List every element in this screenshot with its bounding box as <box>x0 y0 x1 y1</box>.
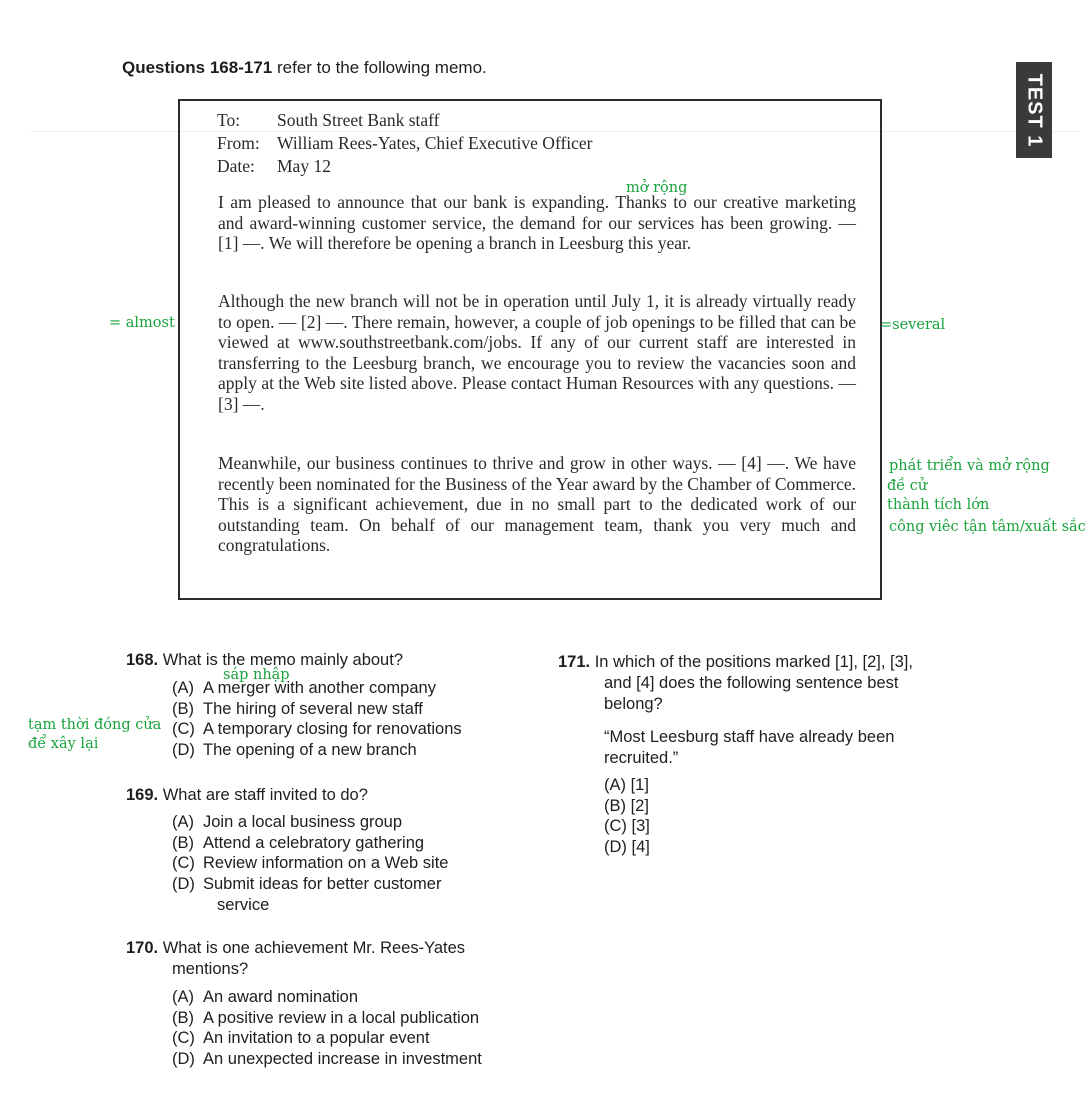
question-170 <box>126 938 546 980</box>
answer-option[interactable]: (D) An unexpected increase in investment <box>172 1050 482 1069</box>
answer-option-continuation: service <box>217 895 270 914</box>
answer-option[interactable]: (C) An invitation to a popular event <box>172 1029 430 1048</box>
memo-date <box>217 156 331 177</box>
memo-date-value: May 12 <box>277 156 331 176</box>
memo-from-value: William Rees-Yates, Chief Executive Officer <box>277 133 593 153</box>
question-168-options <box>172 678 462 761</box>
annotation-closing-2: để xây lại <box>28 736 99 752</box>
question-text-continued: belong? <box>604 695 663 713</box>
question-text: What is one achievement Mr. Rees-Yates <box>162 939 466 957</box>
question-number: 168. <box>126 651 159 669</box>
question-text: In which of the positions marked [1], [2], [3], <box>594 653 913 671</box>
question-text-continued: mentions? <box>172 960 249 978</box>
annotation-nominated: đề cử <box>887 478 928 494</box>
answer-option[interactable]: (A) [1] <box>604 776 649 794</box>
annotation-achievement: thành tích lớn <box>887 497 990 513</box>
quote-line: “Most Leesburg staff have already been <box>604 728 895 746</box>
annotation-dedicated: công viêc tận tâm/xuất sắc <box>889 519 1086 535</box>
annotation-almost: = almost <box>109 315 175 331</box>
memo-from-label: From: <box>217 133 260 153</box>
answer-option[interactable]: (B) The hiring of several new staff <box>172 699 423 718</box>
question-number: 169. <box>126 786 159 804</box>
memo-date-label: Date: <box>217 156 255 176</box>
answer-option[interactable]: (D) [4] <box>604 838 650 857</box>
question-text-continued: and [4] does the following sentence best <box>604 674 899 692</box>
answer-option[interactable]: (C) A temporary closing for renovations <box>172 720 462 739</box>
question-text: What is the memo mainly about? <box>162 651 403 669</box>
answer-option[interactable]: (A) A merger with another company <box>172 679 436 697</box>
heading-text: refer to the following memo. <box>276 58 487 77</box>
question-171-quote <box>604 727 984 769</box>
answer-option[interactable]: (B) Attend a celebratory gathering <box>172 833 425 852</box>
question-171-options <box>604 775 650 858</box>
answer-option[interactable]: (C) [3] <box>604 817 650 836</box>
quote-line: recruited.” <box>604 749 679 767</box>
question-range: Questions 168-171 <box>122 58 273 77</box>
question-168 <box>126 650 403 671</box>
answer-option[interactable]: (D) Submit ideas for better customer <box>172 875 442 894</box>
question-171 <box>558 652 978 715</box>
answer-option[interactable]: (D) The opening of a new branch <box>172 741 417 760</box>
memo-from <box>217 133 593 154</box>
memo-to <box>217 110 440 131</box>
memo-paragraph-2: Although the new branch will not be in operation until July 1, it is already virtually ready to open. — [2] —. There remain, however, a couple of job openings to be filled that can be viewed at www.southstreetbank.com/jobs. If any of our current staff are interested in transferring to the Leesburg branch, we encourage you to review the vacancies soon and apply at the Web site listed above. Please contact Human Resources with any questions. — [3] —. <box>218 291 856 414</box>
test-tab <box>1016 62 1052 158</box>
annotation-closing-1: tạm thời đóng cửa <box>28 717 162 733</box>
test-tab-label: TEST 1 <box>1023 73 1046 147</box>
annotation-thrive: phát triển và mở rộng <box>889 458 1050 474</box>
memo-paragraph-1: I am pleased to announce that our bank is expanding. Thanks to our creative marketing and award-winning customer service, the demand for our services has been growing. — [1] —. We will therefore be opening a branch in Leesburg this year. <box>218 192 856 253</box>
memo-to-value: South Street Bank staff <box>277 110 440 130</box>
answer-option[interactable]: (B) A positive review in a local publication <box>172 1008 480 1027</box>
answer-option[interactable]: (B) [2] <box>604 796 649 815</box>
section-heading <box>122 58 487 78</box>
question-169 <box>126 785 368 806</box>
question-169-options <box>172 812 448 916</box>
question-text: What are staff invited to do? <box>162 786 368 804</box>
annotation-merger: sáp nhập <box>223 667 290 683</box>
question-170-options <box>172 987 482 1070</box>
answer-option[interactable]: (A) Join a local business group <box>172 813 403 831</box>
answer-option[interactable]: (A) An award nomination <box>172 988 359 1006</box>
question-number: 170. <box>126 939 159 957</box>
answer-option[interactable]: (C) Review information on a Web site <box>172 854 449 873</box>
annotation-several: =several <box>880 317 946 333</box>
question-number: 171. <box>558 653 591 671</box>
memo-paragraph-3: Meanwhile, our business continues to thrive and grow in other ways. — [4] —. We have recently been nominated for the Business of the Year award by the Chamber of Commerce. This is a significant achievement, due in no small part to the dedicated work of our outstanding team. On behalf of our management team, thank you very much and congratulations. <box>218 453 856 555</box>
memo-to-label: To: <box>217 110 241 130</box>
annotation-expanding: mở rộng <box>626 180 688 196</box>
